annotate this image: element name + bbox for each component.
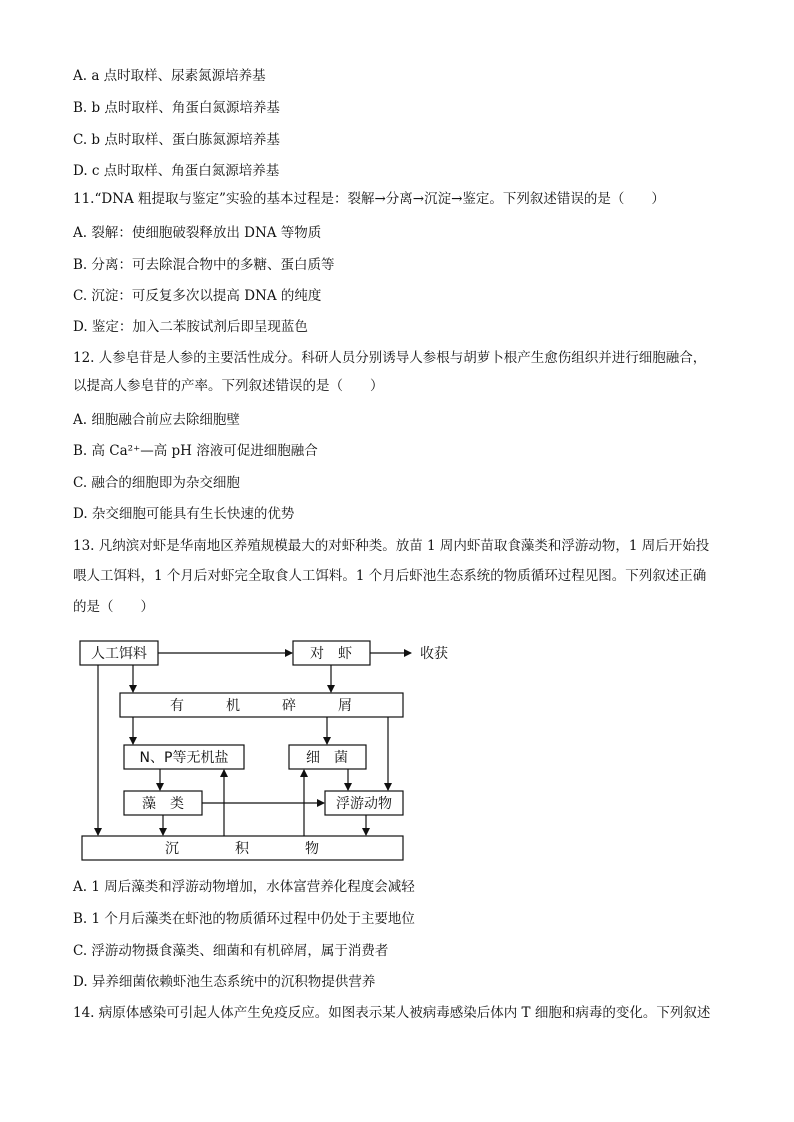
q10-option-d: D. c 点时取样、角蛋白氮源培养基 [73, 163, 280, 179]
label-salts: N、P等无机盐 [139, 750, 229, 766]
q11-option-d: D. 鉴定：加入二苯胺试剂后即呈现蓝色 [73, 319, 308, 335]
label-zooplankton: 浮游动物 [336, 796, 392, 812]
q12-stem-line2: 以提高人参皂苷的产率。下列叙述错误的是（ ） [73, 378, 384, 394]
q11-option-a: A. 裂解：使细胞破裂释放出 DNA 等物质 [73, 225, 322, 241]
label-algae: 藻 类 [142, 796, 184, 812]
q10-option-a: A. a 点时取样、尿素氮源培养基 [73, 68, 266, 84]
q13-option-a: A. 1 周后藻类和浮游动物增加，水体富营养化程度会减轻 [73, 879, 415, 895]
q13-stem-line2: 喂人工饵料，1 个月后对虾完全取食人工饵料。1 个月后虾池生态系统的物质循环过程见图。下列叙述正确 [73, 568, 707, 584]
label-detritus: 有 机 碎 屑 [170, 698, 352, 714]
q13-stem-line1: 13. 凡纳滨对虾是华南地区养殖规模最大的对虾种类。放苗 1 周内虾苗取食藻类和浮游动物，1 周后开始投 [73, 538, 710, 554]
q13-option-d: D. 异养细菌依赖虾池生态系统中的沉积物提供营养 [73, 974, 376, 990]
q14-stem: 14. 病原体感染可引起人体产生免疫反应。如图表示某人被病毒感染后体内 T 细胞和病毒的变化。下列叙述 [73, 1005, 711, 1021]
q12-option-a: A. 细胞融合前应去除细胞壁 [73, 412, 240, 428]
label-shrimp: 对 虾 [310, 646, 352, 662]
label-sediment: 沉 积 物 [165, 841, 319, 857]
q12-option-c: C. 融合的细胞即为杂交细胞 [73, 475, 240, 491]
q11-stem: 11.“DNA 粗提取与鉴定”实验的基本过程是：裂解→分离→沉淀→鉴定。下列叙述错误的是（ ） [73, 191, 665, 207]
q12-option-b: B. 高 Ca²⁺—高 pH 溶液可促进细胞融合 [73, 443, 318, 459]
q11-option-b: B. 分离：可去除混合物中的多糖、蛋白质等 [73, 257, 335, 273]
q13-stem-line3: 的是（ ） [73, 599, 154, 615]
label-feed: 人工饵料 [91, 646, 147, 662]
q12-stem-line1: 12. 人参皂苷是人参的主要活性成分。科研人员分别诱导人参根与胡萝卜根产生愈伤组织并进行细胞融合， [73, 350, 707, 366]
label-harvest: 收获 [420, 646, 448, 662]
q12-option-d: D. 杂交细胞可能具有生长快速的优势 [73, 506, 295, 522]
q10-option-b: B. b 点时取样、角蛋白氮源培养基 [73, 100, 280, 116]
label-bacteria: 细 菌 [306, 750, 348, 766]
q11-option-c: C. 沉淀：可反复多次以提高 DNA 的纯度 [73, 288, 322, 304]
q13-option-c: C. 浮游动物摄食藻类、细菌和有机碎屑，属于消费者 [73, 943, 389, 959]
q10-option-c: C. b 点时取样、蛋白胨氮源培养基 [73, 132, 280, 148]
q13-option-b: B. 1 个月后藻类在虾池的物质循环过程中仍处于主要地位 [73, 911, 415, 927]
